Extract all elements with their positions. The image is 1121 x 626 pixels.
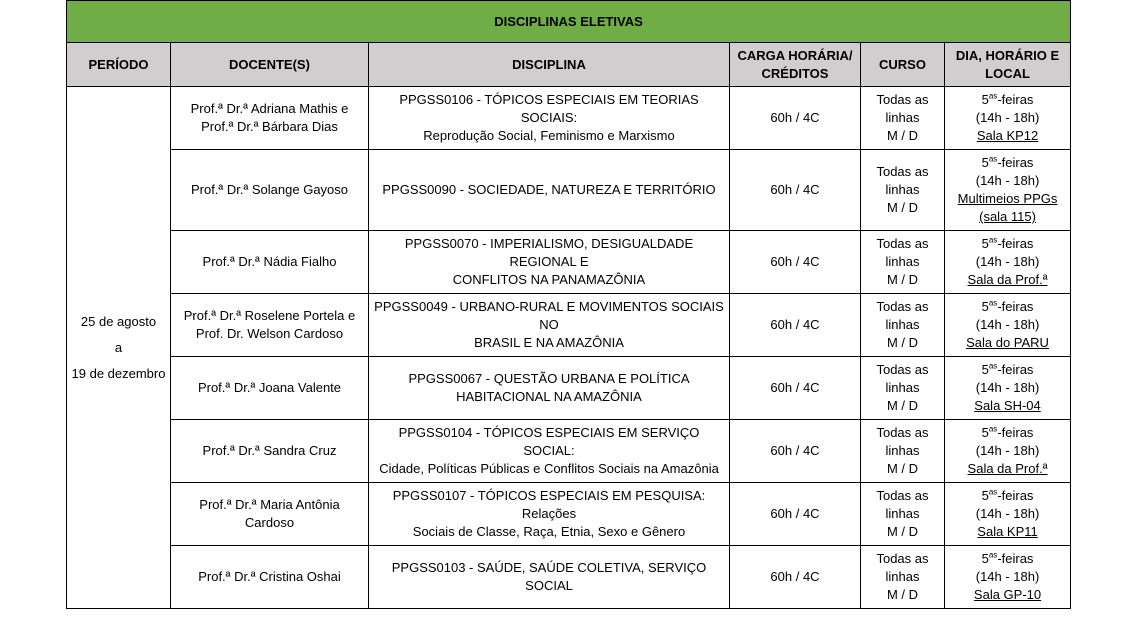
period-start: 25 de agosto — [80, 313, 157, 329]
curso-line: M / D — [886, 335, 919, 350]
disciplina-line: Sociais de Classe, Raça, Etnia, Sexo e Gênero — [412, 524, 686, 539]
disciplina-line: PPGSS0107 - TÓPICOS ESPECIAIS EM PESQUISA: Relações — [392, 488, 706, 521]
table-row — [67, 420, 1071, 483]
dia-cell — [945, 294, 1071, 357]
dia-rest: -feiras — [997, 488, 1034, 503]
docente-line: Prof.ª Dr.ª Roselene Portela e — [183, 308, 356, 323]
sala-line: Sala KP12 — [976, 128, 1039, 143]
docentes-cell — [171, 420, 369, 483]
header-docentes: DOCENTE(S) — [171, 43, 369, 87]
dia-rest: -feiras — [997, 92, 1034, 107]
curso-line: Todas as — [876, 236, 929, 251]
curso-line: Todas as — [876, 362, 929, 377]
electives-table — [66, 0, 1071, 609]
docente-line: Prof.ª Dr.ª Cristina Oshai — [198, 569, 341, 584]
dia-line — [949, 487, 1066, 505]
disciplina-cell — [369, 231, 730, 294]
docentes-cell — [171, 231, 369, 294]
disciplina-line: Cidade, Políticas Públicas e Conflitos Sociais na Amazônia — [379, 461, 719, 476]
curso-line: linhas — [885, 443, 920, 458]
table-row — [67, 294, 1071, 357]
dia-suffix: as — [988, 361, 998, 371]
docente-line: Prof.ª Dr.ª Maria Antônia — [199, 497, 340, 512]
docentes-cell — [171, 150, 369, 231]
dia-number: 5 — [981, 155, 989, 170]
dia-number: 5 — [981, 299, 989, 314]
dia-line — [949, 91, 1066, 109]
curso-line: M / D — [886, 128, 919, 143]
dia-suffix: as — [988, 298, 998, 308]
period-cell — [67, 87, 171, 609]
table-row — [67, 483, 1071, 546]
sala-line: Sala do PARU — [966, 335, 1049, 350]
curso-line: M / D — [886, 272, 919, 287]
curso-cell — [861, 231, 945, 294]
carga-cell: 60h / 4C — [730, 546, 861, 609]
docentes-cell — [171, 357, 369, 420]
dia-cell — [945, 87, 1071, 150]
curso-line: Todas as — [876, 164, 929, 179]
curso-line: M / D — [886, 524, 919, 539]
dia-line — [949, 154, 1066, 172]
disciplina-line: PPGSS0090 - SOCIEDADE, NATUREZA E TERRITÓRIO — [382, 182, 716, 197]
sala-line: Sala KP11 — [977, 524, 1038, 539]
dia-rest: -feiras — [997, 236, 1034, 251]
docente-line: Prof. Dr. Welson Cardoso — [195, 326, 344, 341]
docentes-cell — [171, 87, 369, 150]
disciplina-line: PPGSS0070 - IMPERIALISMO, DESIGUALDADE REGIONAL E — [404, 236, 694, 269]
curso-cell — [861, 546, 945, 609]
curso-cell — [861, 294, 945, 357]
header-row — [67, 43, 1071, 87]
curso-line: M / D — [886, 461, 919, 476]
disciplina-line: HABITACIONAL NA AMAZÔNIA — [456, 389, 642, 404]
table-row — [67, 87, 1071, 150]
curso-line: linhas — [885, 569, 920, 584]
docentes-cell — [171, 546, 369, 609]
carga-cell: 60h / 4C — [730, 420, 861, 483]
curso-line: Todas as — [876, 551, 929, 566]
dia-cell — [945, 420, 1071, 483]
curso-line: Todas as — [876, 425, 929, 440]
dia-line — [949, 298, 1066, 316]
curso-cell — [861, 357, 945, 420]
dia-rest: -feiras — [997, 299, 1034, 314]
curso-cell — [861, 87, 945, 150]
dia-number: 5 — [981, 551, 989, 566]
sala-line: Multimeios PPGs — [957, 191, 1058, 206]
curso-line: linhas — [885, 110, 920, 125]
curso-line: M / D — [886, 200, 919, 215]
disciplina-line: PPGSS0106 - TÓPICOS ESPECIAIS EM TEORIAS SOCIAIS: — [399, 92, 699, 125]
curso-line: M / D — [886, 398, 919, 413]
dia-number: 5 — [981, 92, 989, 107]
curso-cell — [861, 483, 945, 546]
sala-line: Sala da Prof.ª — [967, 461, 1048, 476]
dia-number: 5 — [981, 488, 989, 503]
dia-cell — [945, 546, 1071, 609]
horario-line: (14h - 18h) — [975, 254, 1040, 269]
curso-line: linhas — [885, 380, 920, 395]
curso-line: linhas — [885, 506, 920, 521]
dia-rest: -feiras — [997, 551, 1034, 566]
curso-line: Todas as — [876, 92, 929, 107]
carga-cell: 60h / 4C — [730, 294, 861, 357]
period-end: 19 de dezembro — [71, 365, 166, 381]
dia-number: 5 — [981, 425, 989, 440]
docentes-cell — [171, 294, 369, 357]
dia-suffix: as — [988, 154, 998, 164]
docente-line: Prof.ª Dr.ª Bárbara Dias — [201, 119, 338, 134]
docente-line: Cardoso — [244, 515, 295, 530]
dia-cell — [945, 231, 1071, 294]
disciplina-line: PPGSS0067 - QUESTÃO URBANA E POLÍTICA — [408, 371, 690, 386]
header-disciplina: DISCIPLINA — [369, 43, 730, 87]
header-curso: CURSO — [861, 43, 945, 87]
horario-line: (14h - 18h) — [975, 506, 1040, 521]
docente-line: Prof.ª Dr.ª Sandra Cruz — [202, 443, 337, 458]
disciplina-line: PPGSS0104 - TÓPICOS ESPECIAIS EM SERVIÇO SOCIAL: — [398, 425, 700, 458]
dia-rest: -feiras — [997, 362, 1034, 377]
dia-suffix: as — [988, 91, 998, 101]
horario-line: (14h - 18h) — [975, 317, 1040, 332]
carga-cell: 60h / 4C — [730, 87, 861, 150]
dia-number: 5 — [981, 236, 989, 251]
header-periodo: PERÍODO — [67, 43, 171, 87]
sala-line: Sala SH-04 — [974, 398, 1041, 413]
dia-cell — [945, 357, 1071, 420]
horario-line: (14h - 18h) — [975, 569, 1040, 584]
carga-cell: 60h / 4C — [730, 357, 861, 420]
disciplina-cell — [369, 87, 730, 150]
docente-line: Prof.ª Dr.ª Solange Gayoso — [190, 182, 349, 197]
dia-cell — [945, 150, 1071, 231]
horario-line: (14h - 18h) — [975, 173, 1040, 188]
dia-line — [949, 550, 1066, 568]
dia-number: 5 — [981, 362, 989, 377]
horario-line: (14h - 18h) — [975, 443, 1040, 458]
table-row — [67, 150, 1071, 231]
table-title: DISCIPLINAS ELETIVAS — [67, 1, 1071, 43]
horario-line: (14h - 18h) — [975, 110, 1040, 125]
disciplina-cell — [369, 483, 730, 546]
title-row — [67, 1, 1071, 43]
docente-line: Prof.ª Dr.ª Joana Valente — [197, 380, 342, 395]
disciplina-cell — [369, 357, 730, 420]
disciplina-line: BRASIL E NA AMAZÔNIA — [474, 335, 624, 350]
dia-cell — [945, 483, 1071, 546]
sala-line: Sala GP-10 — [973, 587, 1042, 602]
table-row — [67, 546, 1071, 609]
header-dia: DIA, HORÁRIO E LOCAL — [945, 43, 1071, 87]
disciplina-line: CONFLITOS NA PANAMAZÔNIA — [452, 272, 646, 287]
curso-cell — [861, 420, 945, 483]
disciplina-line: PPGSS0049 - URBANO-RURAL E MOVIMENTOS SOCIAIS NO — [374, 299, 724, 332]
table-row — [67, 231, 1071, 294]
horario-line: (14h - 18h) — [975, 380, 1040, 395]
curso-line: M / D — [886, 587, 919, 602]
dia-rest: -feiras — [997, 155, 1034, 170]
dia-suffix: as — [988, 424, 998, 434]
dia-line — [949, 424, 1066, 442]
sala-line: Sala da Prof.ª — [967, 272, 1048, 287]
carga-cell: 60h / 4C — [730, 231, 861, 294]
dia-suffix: as — [988, 235, 998, 245]
dia-suffix: as — [988, 487, 998, 497]
header-carga: CARGA HORÁRIA/ CRÉDITOS — [730, 43, 861, 87]
docente-line: Prof.ª Dr.ª Adriana Mathis e — [190, 101, 349, 116]
sala-line: (sala 115) — [979, 209, 1036, 224]
curso-line: linhas — [885, 182, 920, 197]
disciplina-line: PPGSS0103 - SAÚDE, SAÚDE COLETIVA, SERVIÇO SOCIAL — [391, 560, 707, 593]
curso-cell — [861, 150, 945, 231]
period-sep: a — [114, 339, 123, 355]
disciplina-line: Reprodução Social, Feminismo e Marxismo — [423, 128, 675, 143]
disciplina-cell — [369, 150, 730, 231]
curso-line: linhas — [885, 254, 920, 269]
dia-suffix: as — [988, 550, 998, 560]
dia-line — [949, 361, 1066, 379]
disciplina-cell — [369, 546, 730, 609]
disciplina-cell — [369, 420, 730, 483]
curso-line: Todas as — [876, 488, 929, 503]
table-row — [67, 357, 1071, 420]
dia-rest: -feiras — [997, 425, 1034, 440]
carga-cell: 60h / 4C — [730, 483, 861, 546]
docente-line: Prof.ª Dr.ª Nádia Fialho — [202, 254, 337, 269]
dia-line — [949, 235, 1066, 253]
disciplina-cell — [369, 294, 730, 357]
curso-line: linhas — [885, 317, 920, 332]
carga-cell: 60h / 4C — [730, 150, 861, 231]
docentes-cell — [171, 483, 369, 546]
curso-line: Todas as — [876, 299, 929, 314]
